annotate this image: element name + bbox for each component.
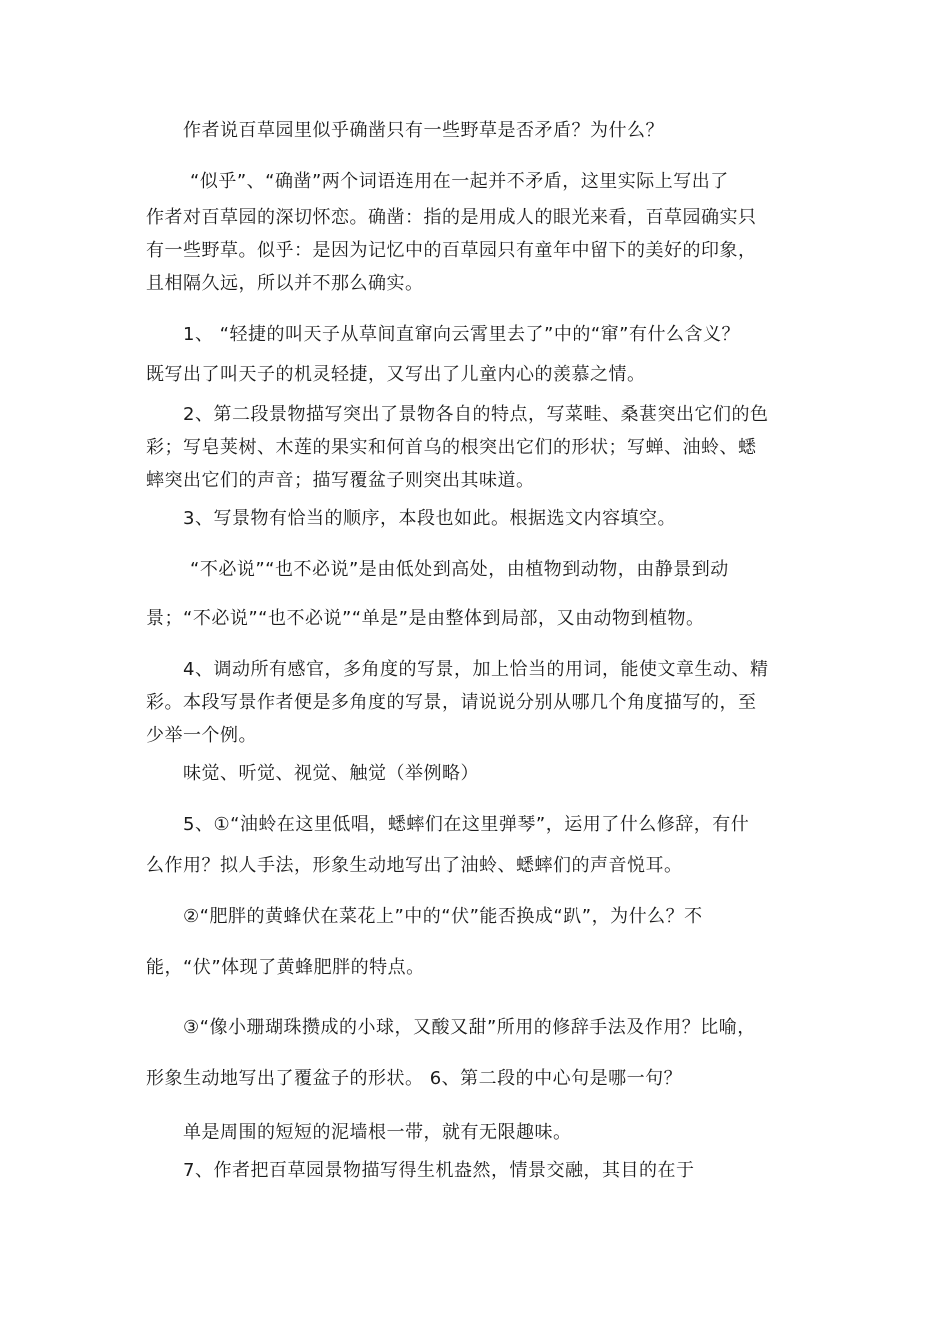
answer-line: 且相隔久远，所以并不那么确实。	[146, 273, 424, 294]
answer-3-line: 景；“不必说”“也不必说”“单是”是由整体到局部，又由动物到植物。	[146, 608, 705, 629]
question-2: 2、第二段景物描写突出了景物各自的特点，写菜畦、桑葚突出它们的色	[183, 404, 769, 425]
question-3: 3、写景物有恰当的顺序，本段也如此。根据选文内容填空。	[183, 508, 676, 529]
question-4-line: 彩。本段写景作者便是多角度的写景，请说说分别从哪几个角度描写的，至	[146, 692, 757, 713]
question-1: 1、 “轻捷的叫天子从草间直窜向云霄里去了”中的“窜”有什么含义？	[183, 324, 740, 345]
question-intro: 作者说百草园里似乎确凿只有一些野草是否矛盾？为什么？	[183, 120, 664, 141]
answer-6: 单是周围的短短的泥墙根一带，就有无限趣味。	[183, 1122, 572, 1143]
answer-line: 有一些野草。似乎：是因为记忆中的百草园只有童年中留下的美好的印象，	[146, 240, 757, 261]
question-2-line: 彩；写皂荚树、木莲的果实和何首乌的根突出它们的形状；写蝉、油蛉、蟋	[146, 437, 757, 458]
question-4: 4、调动所有感官，多角度的写景，加上恰当的用词，能使文章生动、精	[183, 659, 769, 680]
question-4-line: 少举一个例。	[146, 725, 257, 746]
answer-line: 作者对百草园的深切怀恋。确凿：指的是用成人的眼光来看，百草园确实只	[146, 207, 757, 228]
answer-3: “不必说”“也不必说”是由低处到高处，由植物到动物，由静景到动	[190, 559, 729, 580]
question-5-2: ②“肥胖的黄蜂伏在菜花上”中的“伏”能否换成“趴”，为什么？不	[183, 906, 703, 927]
question-7: 7、作者把百草园景物描写得生机盎然，情景交融，其目的在于	[183, 1160, 695, 1181]
question-5-line: 么作用？拟人手法，形象生动地写出了油蛉、蟋蟀们的声音悦耳。	[146, 855, 683, 876]
question-5: 5、①“油蛉在这里低唱，蟋蟀们在这里弹琴”，运用了什么修辞，有什	[183, 814, 750, 835]
question-5-2-line: 能，“伏”体现了黄蜂肥胖的特点。	[146, 957, 425, 978]
question-5-3-line: 形象生动地写出了覆盆子的形状。 6、第二段的中心句是哪一句？	[146, 1068, 683, 1089]
answer-4: 味觉、听觉、视觉、触觉（举例略）	[183, 763, 479, 784]
answer-1: 既写出了叫天子的机灵轻捷，又写出了儿童内心的羡慕之情。	[146, 364, 646, 385]
question-5-3: ③“像小珊瑚珠攒成的小球，又酸又甜”所用的修辞手法及作用？比喻，	[183, 1017, 756, 1038]
question-2-line: 蟀突出它们的声音；描写覆盆子则突出其味道。	[146, 470, 535, 491]
answer-line: “似乎”、“确凿”两个词语连用在一起并不矛盾，这里实际上写出了	[190, 171, 729, 192]
